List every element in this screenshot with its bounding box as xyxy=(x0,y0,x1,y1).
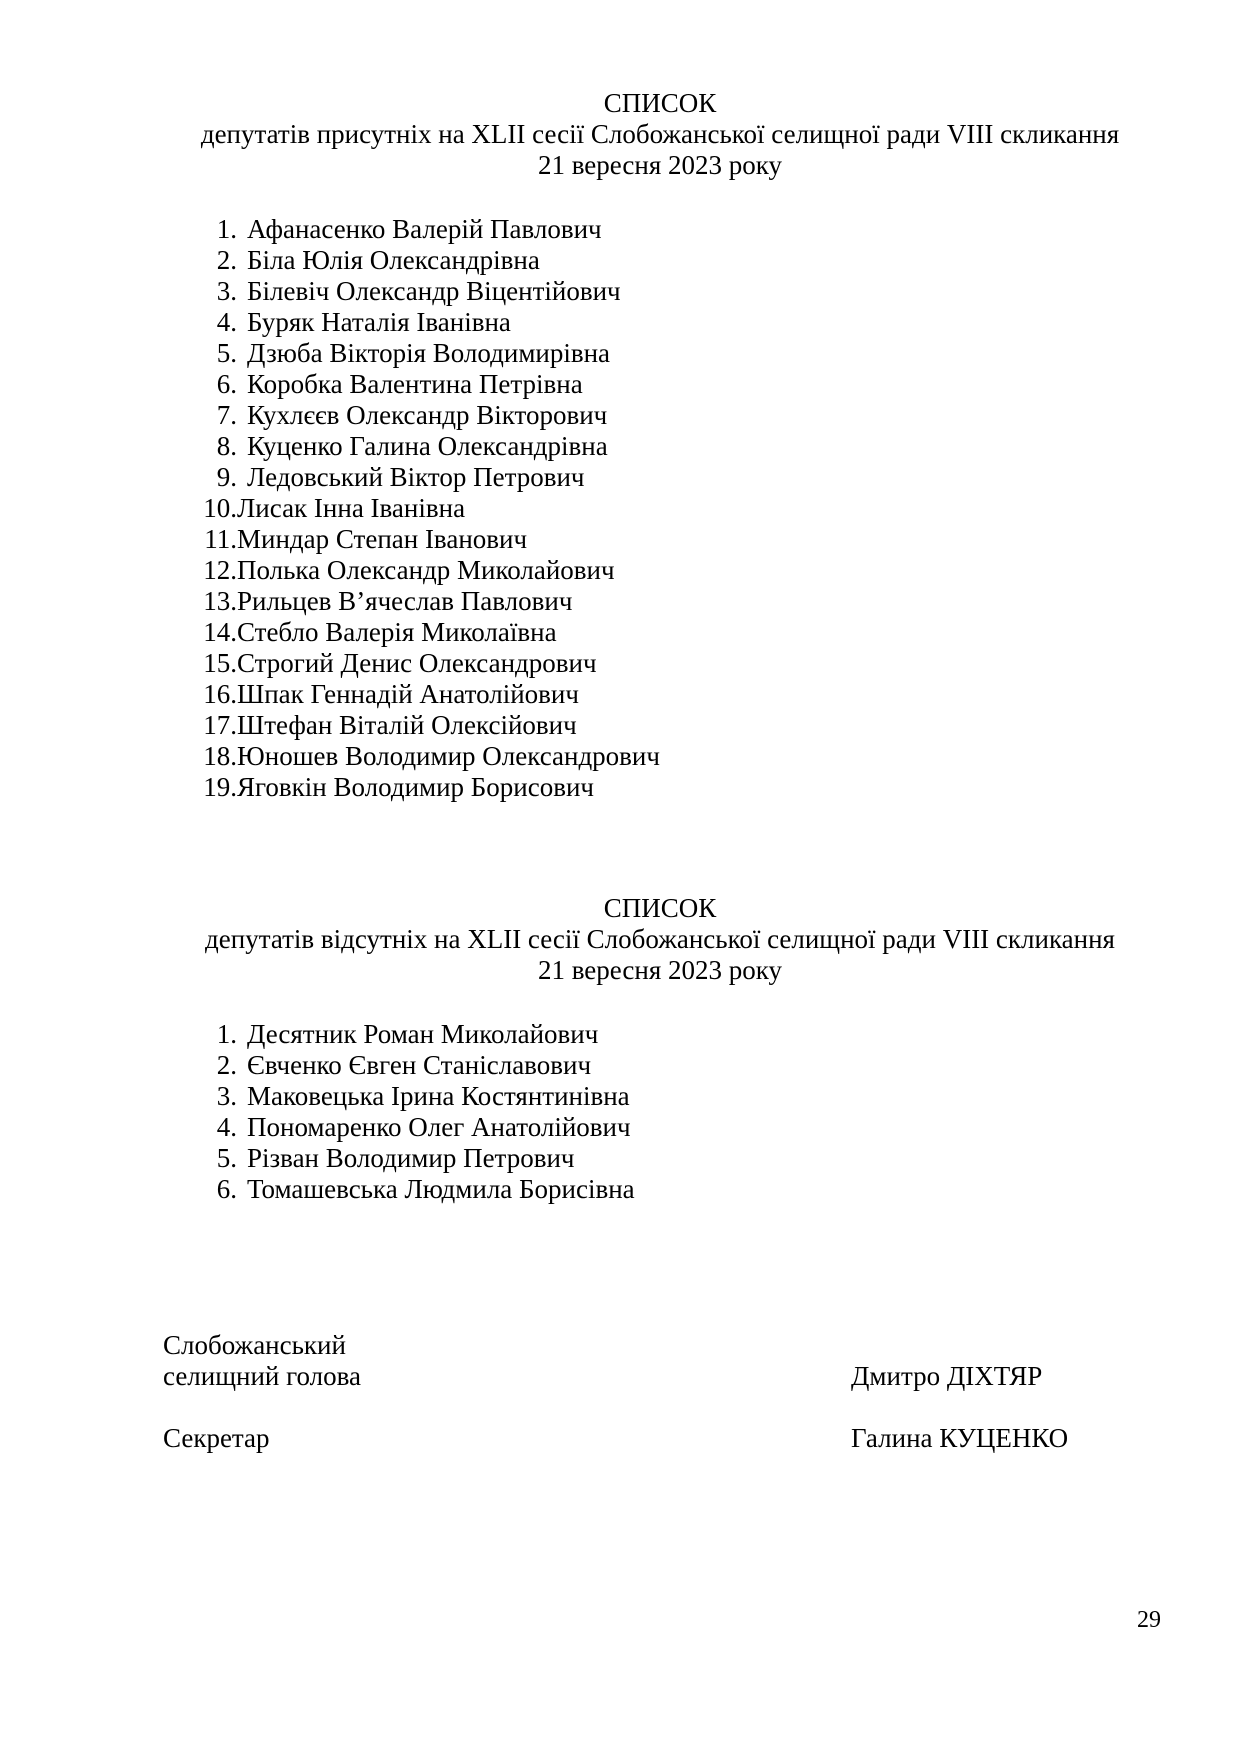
list-item xyxy=(197,710,660,741)
list-item-number: 18. xyxy=(203,741,237,771)
list-item-number: 2. xyxy=(216,245,237,275)
list-item-name: Стебло Валерія Миколаївна xyxy=(237,617,557,647)
head-name: Дмитро ДІХТЯР xyxy=(851,1361,1043,1391)
absent-date: 21 вересня 2023 року xyxy=(537,955,783,985)
list-item-number: 5. xyxy=(216,1143,237,1173)
list-item-name: Строгий Денис Олександрович xyxy=(237,648,597,678)
present-subtitle: депутатів присутніх на XLII сесії Слобожанської селищної ради VIII скликання xyxy=(200,119,1120,149)
list-item-number: 12. xyxy=(203,555,237,585)
list-item-number: 7. xyxy=(216,400,237,430)
list-item-number: 2. xyxy=(216,1050,237,1080)
list-item-number: 4. xyxy=(216,1112,237,1142)
absent-heading xyxy=(0,893,1240,986)
list-item-number: 15. xyxy=(203,648,237,678)
list-item-name: Десятник Роман Миколайович xyxy=(247,1019,599,1049)
list-item xyxy=(197,1081,635,1112)
list-item xyxy=(197,586,660,617)
absent-title: СПИСОК xyxy=(603,893,717,923)
list-item xyxy=(197,555,660,586)
list-item-name: Шпак Геннадій Анатолійович xyxy=(237,679,579,709)
list-item-number: 9. xyxy=(216,462,237,492)
list-item xyxy=(197,648,660,679)
list-item xyxy=(197,1112,635,1143)
list-item xyxy=(197,276,660,307)
list-item-name: Коробка Валентина Петрівна xyxy=(247,369,583,399)
list-item xyxy=(197,1143,635,1174)
secretary-name: Галина КУЦЕНКО xyxy=(851,1423,1069,1453)
list-item-name: Різван Володимир Петрович xyxy=(247,1143,575,1173)
list-item-name: Кухлєєв Олександр Вікторович xyxy=(247,400,608,430)
list-item-name: Пономаренко Олег Анатолійович xyxy=(247,1112,631,1142)
list-item-number: 1. xyxy=(216,1019,237,1049)
present-title: СПИСОК xyxy=(603,88,717,118)
list-item-number: 6. xyxy=(216,1174,237,1204)
list-item xyxy=(197,400,660,431)
present-heading xyxy=(0,88,1240,181)
list-item xyxy=(197,493,660,524)
list-item-name: Біла Юлія Олександрівна xyxy=(247,245,540,275)
list-item-number: 10. xyxy=(203,493,237,523)
list-item-number: 8. xyxy=(216,431,237,461)
list-item xyxy=(197,214,660,245)
list-item-number: 11. xyxy=(204,524,237,554)
secretary-title: Секретар xyxy=(163,1423,270,1453)
list-item xyxy=(197,1174,635,1205)
list-item-number: 1. xyxy=(216,214,237,244)
list-item-number: 4. xyxy=(216,307,237,337)
head-title-line1: Слобожанський xyxy=(163,1330,346,1360)
head-title-line2: селищний голова xyxy=(163,1361,362,1391)
list-item-number: 19. xyxy=(203,772,237,802)
list-item xyxy=(197,431,660,462)
list-item-name: Миндар Степан Іванович xyxy=(237,524,528,554)
list-item xyxy=(197,617,660,648)
list-item-name: Маковецька Ірина Костянтинівна xyxy=(247,1081,630,1111)
list-item-name: Дзюба Вікторія Володимирівна xyxy=(247,338,611,368)
list-item-number: 14. xyxy=(203,617,237,647)
list-item xyxy=(197,338,660,369)
list-item-name: Євченко Євген Станіславович xyxy=(247,1050,592,1080)
list-item-name: Яговкін Володимир Борисович xyxy=(237,772,595,802)
list-item-name: Томашевська Людмила Борисівна xyxy=(247,1174,635,1204)
list-item-name: Ледовський Віктор Петрович xyxy=(247,462,585,492)
list-item xyxy=(197,369,660,400)
list-item-name: Штефан Віталій Олексійович xyxy=(237,710,577,740)
list-item xyxy=(197,1019,635,1050)
list-item xyxy=(197,1050,635,1081)
absent-deputies-list xyxy=(197,1019,635,1205)
list-item-number: 6. xyxy=(216,369,237,399)
list-item-name: Полька Олександр Миколайович xyxy=(237,555,615,585)
present-date: 21 вересня 2023 року xyxy=(537,150,783,180)
list-item-number: 17. xyxy=(203,710,237,740)
list-item-number: 16. xyxy=(203,679,237,709)
list-item xyxy=(197,307,660,338)
list-item-name: Афанасенко Валерій Павлович xyxy=(247,214,602,244)
list-item xyxy=(197,462,660,493)
list-item-number: 5. xyxy=(216,338,237,368)
list-item-name: Білевіч Олександр Віцентійович xyxy=(247,276,621,306)
list-item-name: Лисак Інна Іванівна xyxy=(237,493,466,523)
list-item-name: Рильцев В’ячеслав Павлович xyxy=(237,586,573,616)
list-item xyxy=(197,679,660,710)
list-item xyxy=(197,245,660,276)
list-item-name: Куценко Галина Олександрівна xyxy=(247,431,608,461)
page-number: 29 xyxy=(1137,1607,1161,1633)
list-item xyxy=(197,524,660,555)
list-item-name: Буряк Наталія Іванівна xyxy=(247,307,511,337)
list-item-number: 3. xyxy=(216,1081,237,1111)
list-item xyxy=(197,741,660,772)
list-item-number: 3. xyxy=(216,276,237,306)
list-item xyxy=(197,772,660,803)
list-item-name: Юношев Володимир Олександрович xyxy=(237,741,660,771)
list-item-number: 13. xyxy=(203,586,237,616)
absent-subtitle: депутатів відсутніх на XLII сесії Слобожанської селищної ради VIII скликання xyxy=(205,924,1115,954)
present-deputies-list xyxy=(197,214,660,803)
